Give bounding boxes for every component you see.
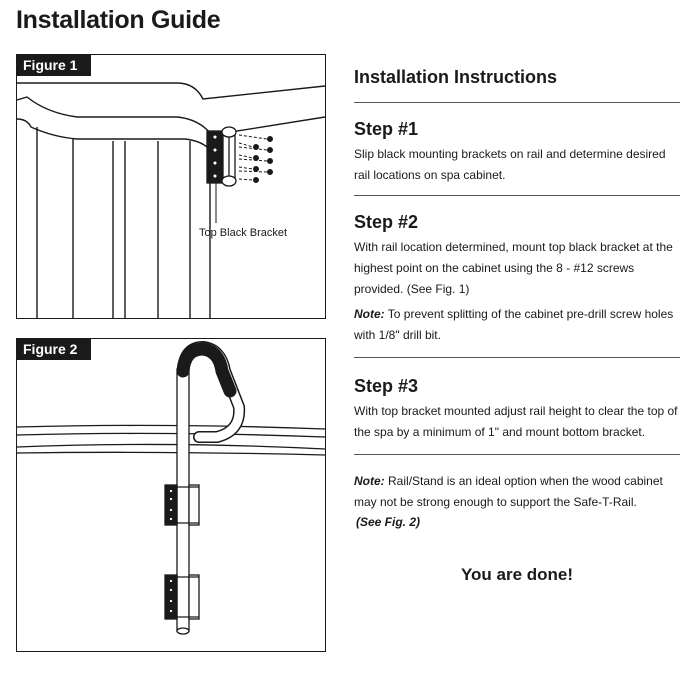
divider <box>354 195 680 196</box>
page-title: Installation Guide <box>16 6 221 34</box>
spa-handrail-illustration <box>17 339 325 651</box>
step-3-text: With top bracket mounted adjust rail height to clear the top of the spa by a minimum of 1" and mount bottom bracket. <box>354 404 678 439</box>
note-2-label: Note: <box>354 474 385 488</box>
figure-1-panel <box>16 54 326 319</box>
step-2-text: With rail location determined, mount top black bracket at the highest point on the cabinet using the 8 - #12 screws provided. (See Fig. 1) <box>354 240 673 296</box>
divider <box>354 454 680 455</box>
done-message: You are done! <box>460 565 574 584</box>
divider <box>354 357 680 358</box>
spa-bracket-screws-illustration <box>17 55 325 318</box>
see-figure-2: (See Fig. 2) <box>356 515 421 529</box>
step-1-text: Slip black mounting brackets on rail and determine desired rail locations on spa cabinet. <box>354 147 666 182</box>
step-3-heading: Step #3 <box>354 376 419 396</box>
figure-2-label: Figure 2 <box>17 339 91 360</box>
figure-2-panel <box>16 338 326 652</box>
note-1-text: To prevent splitting of the cabinet pre-drill screw holes with 1/8" drill bit. <box>354 307 674 342</box>
note-2 <box>354 471 680 513</box>
instructions-title: Installation Instructions <box>354 67 558 87</box>
figure-1-label: Figure 1 <box>17 55 91 76</box>
step-1-heading: Step #1 <box>354 119 419 139</box>
note-1-label: Note: <box>354 307 385 321</box>
note-1 <box>354 304 680 346</box>
figure-1-caption: Top Black Bracket <box>199 227 288 239</box>
note-2-text: Rail/Stand is an ideal option when the wood cabinet may not be strong enough to support the Safe-T-Rail. <box>354 474 663 509</box>
divider <box>354 102 680 103</box>
step-2-heading: Step #2 <box>354 212 419 232</box>
